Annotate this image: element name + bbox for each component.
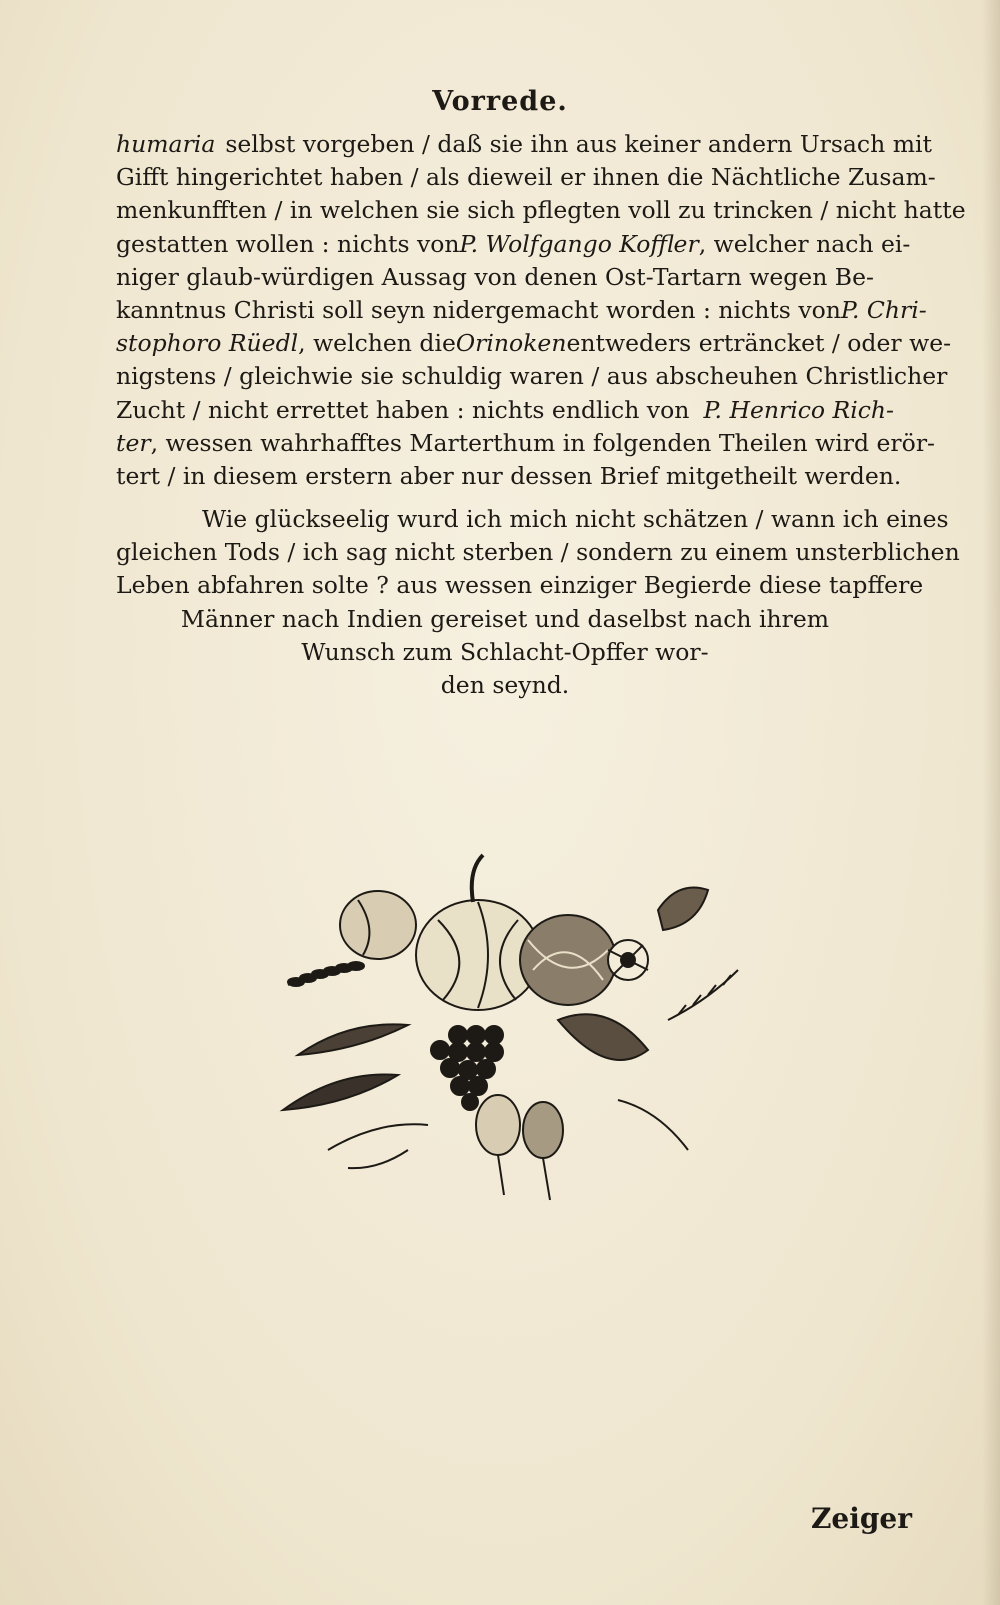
text-line — [116, 427, 935, 460]
text-fragment: ter — [116, 428, 151, 457]
text-line — [116, 261, 894, 294]
paragraph-2 — [116, 503, 960, 702]
text-fragment: P. Henrico Rich- — [703, 395, 894, 424]
text-fragment: menkunfften / in welchen sie sich pflegten voll zu trincken / nicht hatte — [116, 196, 966, 225]
text-fragment: Wunsch zum Schlacht-Opffer wor- — [301, 637, 709, 666]
text-fragment: , welcher nach ei- — [698, 229, 911, 258]
text-line — [116, 636, 894, 669]
text-fragment: gestatten wollen : nichts von — [116, 229, 460, 258]
text-fragment: den seynd. — [440, 670, 570, 699]
text-line — [116, 394, 894, 427]
text-line — [116, 161, 936, 194]
text-fragment: Leben abfahren solte ? aus wessen einziger Begierde diese tapffere — [116, 571, 924, 600]
text-fragment: gleichen Tods / ich sag nicht sterben / sondern zu einem unsterblichen — [116, 538, 960, 567]
text-fragment: P. Chri- — [840, 295, 927, 324]
text-fragment: Männer nach Indien gereiset und daselbst nach ihrem — [180, 604, 830, 633]
fruit-bouquet-woodcut-icon — [268, 850, 754, 1205]
text-fragment: humaria — [116, 130, 216, 158]
text-line — [116, 194, 966, 227]
text-fragment: P. Wolfgango Koffler — [459, 229, 699, 258]
text-fragment: kanntnus Christi soll seyn nidergemacht worden : nichts von — [116, 295, 841, 324]
text-line — [116, 536, 960, 569]
text-line — [116, 569, 924, 602]
text-fragment: tert / in diesem erstern aber nur dessen Brief mitgetheilt werden. — [116, 461, 902, 490]
text-line — [116, 128, 932, 161]
text-line — [116, 669, 894, 702]
text-line — [116, 294, 927, 327]
text-fragment: Wie glückseelig wurd ich mich nicht schätzen / wann ich eines — [202, 505, 949, 533]
text-line — [116, 228, 911, 261]
text-fragment: stophoro Rüedl — [116, 329, 299, 358]
text-fragment: Zucht / nicht errettet haben : nichts endlich von — [116, 395, 690, 424]
text-fragment: , welchen die — [298, 329, 456, 358]
text-line — [116, 360, 948, 393]
page-title: Vorrede. — [432, 86, 568, 117]
text-fragment: Gifft hingerichtet haben / als dieweil er ihnen die Nächtliche Zusam- — [116, 163, 936, 192]
text-line — [116, 503, 949, 536]
text-line — [116, 603, 894, 636]
text-fragment: , wessen wahrhafftes Marterthum in folgenden Theilen wird erör- — [150, 428, 935, 457]
paragraph-1 — [116, 128, 966, 493]
text-fragment: nigstens / gleichwie sie schuldig waren / aus abscheuhen Christlicher — [116, 362, 948, 391]
text-fragment: entweders erträncket / oder we- — [566, 329, 952, 358]
text-fragment: selbst vorgeben / daß sie ihn aus keiner andern Ursach mit — [225, 130, 932, 158]
text-line — [116, 327, 952, 360]
page-edge-shadow — [982, 0, 1000, 1605]
text-line — [116, 460, 902, 493]
text-fragment: Orinoken — [455, 329, 567, 358]
catchword: Zeiger — [810, 1502, 912, 1535]
text-fragment: niger glaub-würdigen Aussag von denen Ost-Tartarn wegen Be- — [116, 262, 874, 291]
